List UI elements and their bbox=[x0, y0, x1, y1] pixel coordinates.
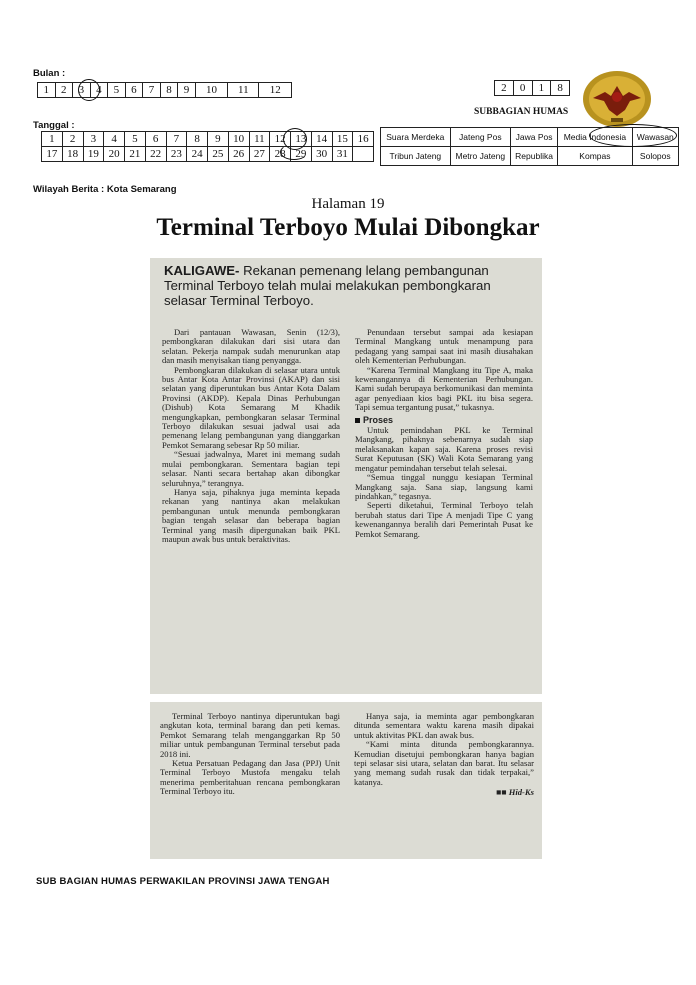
article-column-2 bbox=[355, 328, 533, 539]
date-grid bbox=[41, 131, 374, 162]
date-cell: 28 bbox=[270, 147, 291, 162]
date-cell: 16 bbox=[353, 132, 374, 147]
month-cell: 10 bbox=[195, 83, 227, 98]
article-column-1 bbox=[162, 328, 340, 544]
date-cell: 7 bbox=[166, 132, 187, 147]
selected-month-circle bbox=[78, 79, 100, 101]
newspaper-cell: Kompas bbox=[558, 147, 632, 166]
date-cell: 12 bbox=[270, 132, 291, 147]
date-cell: 13 bbox=[291, 132, 312, 147]
news-clipping-lower bbox=[150, 702, 542, 859]
date-cell: 9 bbox=[208, 132, 229, 147]
month-cell: 9 bbox=[178, 83, 196, 98]
subbagian-humas-label: SUBBAGIAN HUMAS bbox=[474, 107, 569, 117]
date-cell: 27 bbox=[249, 147, 270, 162]
paragraph: “Semua tinggal nunggu kesiapan Terminal Mangkang saja. Sana siap, langsung kami pindahkan,” tegasnya. bbox=[355, 472, 533, 501]
month-cell: 2 bbox=[55, 83, 73, 98]
paragraph: Terminal Terboyo nantinya diperuntukan bagi angkutan kota, terminal barang dan peti kemas. Pemkot Semarang telah menganggarkan Rp 50 miliar untuk pembangunan Terminal tersebut pada 2018 ini. bbox=[160, 711, 340, 759]
lead-text: Rekanan pemenang lelang pembangunan Terminal Terboyo telah mulai melakukan pembongkaran selasar Terminal Terboyo. bbox=[164, 263, 491, 308]
date-arc-mark bbox=[280, 144, 308, 160]
year-digit-cell: 2 bbox=[495, 81, 514, 96]
paragraph: “Sesuai jadwalnya, Maret ini memang sudah mulai pembongkaran. Sementara bagian tepi selasar. Nanti secara bertahap akan dibongkar seluruhnya,” terangnya. bbox=[162, 449, 340, 488]
month-cell: 1 bbox=[38, 83, 56, 98]
paragraph: “Kami minta ditunda pembongkarannya. Kemudian disetujui pembongkaran hanya bagian tepi selasar sisi utara, selatan dan barat. Itu selasar yang memang sudah rusak dan tidak terpakai,” katanya. bbox=[354, 739, 534, 787]
bulan-label: Bulan : bbox=[33, 68, 66, 79]
month-cell: 5 bbox=[108, 83, 126, 98]
date-cell: 11 bbox=[249, 132, 270, 147]
year-digit-cell: 0 bbox=[513, 81, 532, 96]
date-cell: 5 bbox=[125, 132, 146, 147]
dateline: KALIGAWE- bbox=[164, 263, 240, 278]
byline: ■■ Hid-Ks bbox=[496, 787, 534, 798]
date-cell: 22 bbox=[145, 147, 166, 162]
news-clipping-upper bbox=[150, 258, 542, 694]
date-cell: 25 bbox=[208, 147, 229, 162]
month-cell: 8 bbox=[160, 83, 178, 98]
bullet-square-icon bbox=[355, 418, 360, 423]
article-column-3 bbox=[160, 712, 340, 797]
date-cell: 21 bbox=[125, 147, 146, 162]
month-cell: 7 bbox=[143, 83, 161, 98]
month-cell: 12 bbox=[259, 83, 292, 98]
month-cell: 11 bbox=[228, 83, 259, 98]
newspaper-cell: Media Indonesia bbox=[558, 128, 632, 147]
year-digit-cell: 1 bbox=[532, 81, 551, 96]
date-cell: 30 bbox=[311, 147, 332, 162]
date-cell: 31 bbox=[332, 147, 353, 162]
paragraph: “Karena Terminal Mangkang itu Tipe A, maka kewenangannya di Kementerian Perhubungan. Kami sudah berupaya berkomunikasi dan meminta agar penyediaan kios bagi PKL itu bisa segera. Tapi semua tergantung pusat,” tukasnya. bbox=[355, 364, 533, 413]
paragraph: Ketua Persatuan Pedagang dan Jasa (PPJ) Unit Terminal Terboyo Mustofa mengaku telah menerima pemberitahuan rencana pembongkaran Terminal Terboyo itu. bbox=[160, 758, 340, 797]
date-cell: 10 bbox=[228, 132, 249, 147]
date-cell: 29 bbox=[291, 147, 312, 162]
date-cell: 17 bbox=[42, 147, 63, 162]
date-cell: 1 bbox=[42, 132, 63, 147]
month-cell: 6 bbox=[125, 83, 143, 98]
paragraph: Dari pantauan Wawasan, Senin (12/3), pembongkaran dilakukan dari sisi utara dan selatan. Pekerja nampak sudah menurunkan atap dan masih menyisakan tiang penyangga. bbox=[162, 327, 340, 366]
date-cell: 23 bbox=[166, 147, 187, 162]
year-grid bbox=[494, 80, 570, 96]
subheading-proses: Proses bbox=[355, 416, 533, 425]
newspaper-cell: Jateng Pos bbox=[450, 128, 510, 147]
date-cell: 6 bbox=[145, 132, 166, 147]
paragraph: Penundaan tersebut sampai ada kesiapan Terminal Mangkang untuk menampung para pedagang yang sampai saat ini masih diusahakan oleh Kementerian Perhubungan. bbox=[355, 327, 533, 366]
lead-paragraph bbox=[164, 263, 530, 308]
date-cell: 24 bbox=[187, 147, 208, 162]
newspaper-cell: Jawa Pos bbox=[510, 128, 557, 147]
month-grid bbox=[37, 82, 292, 98]
paragraph: Pembongkaran dilakukan di selasar utara untuk bus Antar Kota Antar Provinsi (AKAP) dan sisi selatan yang diperuntukan bus Antar Kota Dalam Provinsi (AKDP). Kepala Dinas Perhubungan (Dishub) Kota Semarang M Khadik mengungkapkan, pembongkaran selasar Terminal Terboyo dilakukan sesuai jadwal usai ada pemenang lelang pembangunan yang dianggarkan Pemkot Semarang sebesar Rp 50 miliar. bbox=[162, 364, 340, 450]
paragraph: Hanya saja, pihaknya juga meminta kepada rekanan yang nantinya akan melakukan pembangunan untuk menunda pembongkaran bagian tengah selasar dan beberapa bagian Terminal yang masih dipergunakan baik PKL maupun awak bus untuk beraktivitas. bbox=[162, 486, 340, 544]
paragraph: Seperti diketahui, Terminal Terboyo telah berubah status dari Tipe A menjadi Tipe C yang kewenangannya beralih dari Pemerintah Pusat ke Pemkot Semarang. bbox=[355, 500, 533, 539]
tanggal-label: Tanggal : bbox=[33, 120, 75, 131]
date-cell: 4 bbox=[104, 132, 125, 147]
garuda-emblem-icon bbox=[580, 68, 654, 130]
date-cell: 18 bbox=[62, 147, 83, 162]
newspaper-cell: Suara Merdeka bbox=[381, 128, 451, 147]
page-reference: Halaman 19 bbox=[311, 196, 385, 212]
newspaper-cell: Republika bbox=[510, 147, 557, 166]
newspaper-cell: Tribun Jateng bbox=[381, 147, 451, 166]
selected-newspaper-circle bbox=[589, 124, 677, 147]
year-digit-cell: 8 bbox=[551, 81, 570, 96]
date-cell: 19 bbox=[83, 147, 104, 162]
date-cell: 20 bbox=[104, 147, 125, 162]
footer-text: SUB BAGIAN HUMAS PERWAKILAN PROVINSI JAWA TENGAH bbox=[36, 876, 330, 887]
paragraph: Hanya saja, ia meminta agar pembongkaran ditunda sementara waktu karena masih dipakai untuk aktivitas PKL dan awak bus. bbox=[354, 711, 534, 740]
article-column-4 bbox=[354, 712, 534, 798]
newspaper-cell: Wawasan bbox=[632, 128, 678, 147]
wilayah-berita: Wilayah Berita : Kota Semarang bbox=[33, 184, 177, 195]
date-cell: 8 bbox=[187, 132, 208, 147]
paragraph: Untuk pemindahan PKL ke Terminal Mangkang, pihaknya sebenarnya sudah siap melaksanakan kapan saja. Karena proses revisi Surat Keputusan (SK) Wali Kota Semarang yang mengatur pemindahan tersebut telah selesai. bbox=[355, 425, 533, 473]
date-cell: 15 bbox=[332, 132, 353, 147]
date-cell: 2 bbox=[62, 132, 83, 147]
date-cell bbox=[353, 147, 374, 162]
month-cell: 4 bbox=[90, 83, 108, 98]
newspaper-cell: Solopos bbox=[632, 147, 678, 166]
date-cell: 3 bbox=[83, 132, 104, 147]
date-cell: 26 bbox=[228, 147, 249, 162]
article-headline: Terminal Terboyo Mulai Dibongkar bbox=[156, 214, 540, 241]
month-cell: 3 bbox=[73, 83, 91, 98]
date-cell: 14 bbox=[311, 132, 332, 147]
newspaper-cell: Metro Jateng bbox=[450, 147, 510, 166]
